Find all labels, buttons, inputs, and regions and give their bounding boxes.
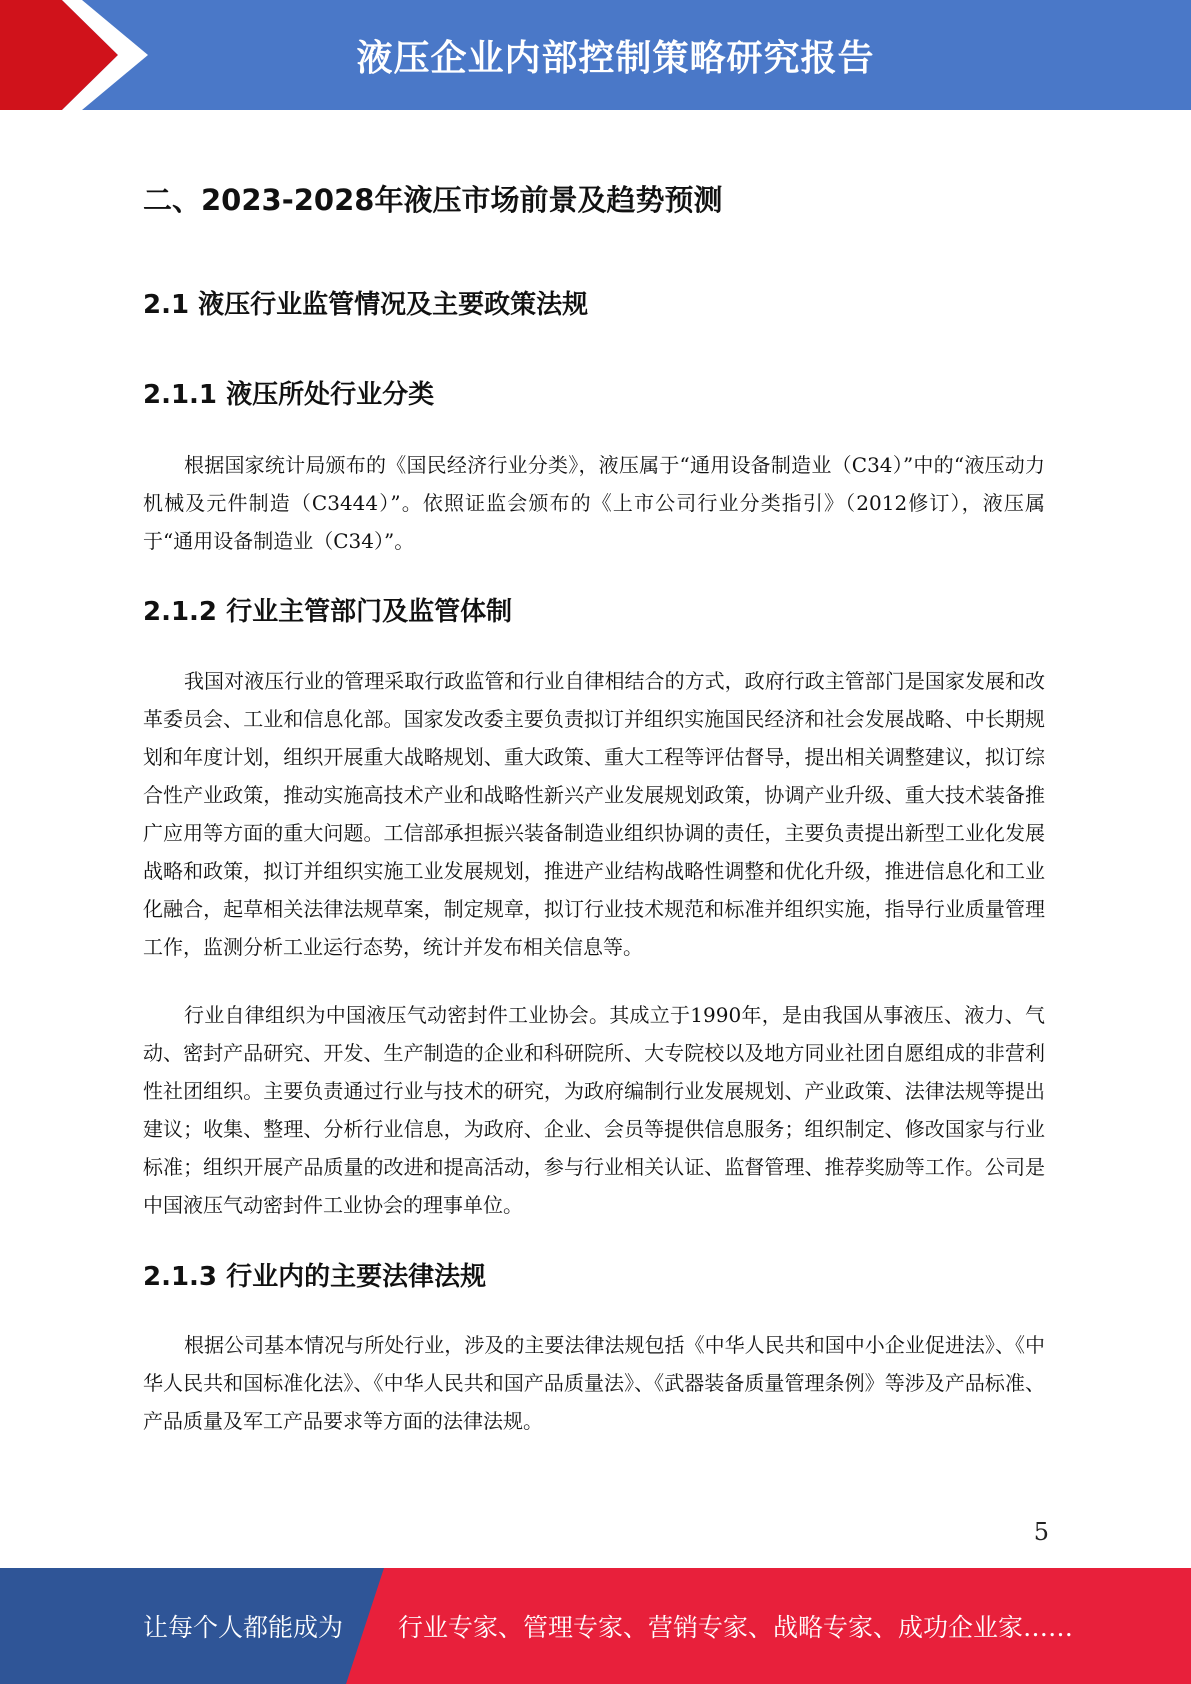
paragraph-2-1-3: 根据公司基本情况与所处行业，涉及的主要法律法规包括《中华人民共和国中小企业促进法》、《中华人民共和国标准化法》、《中华人民共和国产品质量法》、《武器装备质量管理条例》等涉及产品标准、产品质量及军工产品要求等方面的法律法规。	[143, 1333, 1045, 1433]
footer-band	[0, 1568, 1191, 1684]
footer-slogan-right: 行业专家、管理专家、营销专家、战略专家、成功企业家……	[398, 1613, 1074, 1642]
paragraph-2-1-2-b: 行业自律组织为中国液压气动密封件工业协会。其成立于1990年，是由我国从事液压、液力、气动、密封产品研究、开发、生产制造的企业和科研院所、大专院校以及地方同业社团自愿组成的非营利性社团组织。主要负责通过行业与技术的研究，为政府编制行业发展规划、产业政策、法律法规等提出建议；收集、整理、分析行业信息，为政府、企业、会员等提供信息服务；组织制定、修改国家与行业标准；组织开展产品质量的改进和提高活动，参与行业相关认证、监督管理、推荐奖励等工作。公司是中国液压气动密封件工业协会的理事单位。	[143, 1003, 1045, 1217]
page-number: 5	[1033, 1518, 1049, 1546]
header-arrow-icon	[0, 0, 160, 110]
paragraph-2-1-2-a: 我国对液压行业的管理采取行政监管和行业自律相结合的方式，政府行政主管部门是国家发展和改革委员会、工业和信息化部。国家发改委主要负责拟订并组织实施国民经济和社会发展战略、中长期规划和年度计划，组织开展重大战略规划、重大政策、重大工程等评估督导，提出相关调整建议，拟订综合性产业政策，推动实施高技术产业和战略性新兴产业发展规划政策，协调产业升级、重大技术装备推广应用等方面的重大问题。工信部承担振兴装备制造业组织协调的责任，主要负责提出新型工业化发展战略和政策，拟订并组织实施工业发展规划，推进产业结构战略性调整和优化升级，推进信息化和工业化融合，起草相关法律法规草案，制定规章，拟订行业技术规范和标准并组织实施，指导行业质量管理工作，监测分析工业运行态势，统计并发布相关信息等。	[143, 669, 1045, 959]
header-band	[0, 0, 1191, 110]
section-heading: 二、2023-2028年液压市场前景及趋势预测	[143, 183, 723, 217]
subsection-heading-2-1: 2.1 液压行业监管情况及主要政策法规	[143, 290, 589, 320]
subsection-heading-2-1-3: 2.1.3 行业内的主要法律法规	[143, 1262, 487, 1292]
report-title: 液压企业内部控制策略研究报告	[356, 37, 875, 79]
footer-slogan-left: 让每个人都能成为	[143, 1613, 344, 1642]
subsection-heading-2-1-2: 2.1.2 行业主管部门及监管体制	[143, 597, 513, 627]
subsection-heading-2-1-1: 2.1.1 液压所处行业分类	[143, 380, 435, 410]
paragraph-2-1-1: 根据国家统计局颁布的《国民经济行业分类》，液压属于“通用设备制造业（C34）”中的“液压动力机械及元件制造（C3444）”。依照证监会颁布的《上市公司行业分类指引》（2012修订），液压属于“通用设备制造业（C34）”。	[143, 453, 1045, 553]
